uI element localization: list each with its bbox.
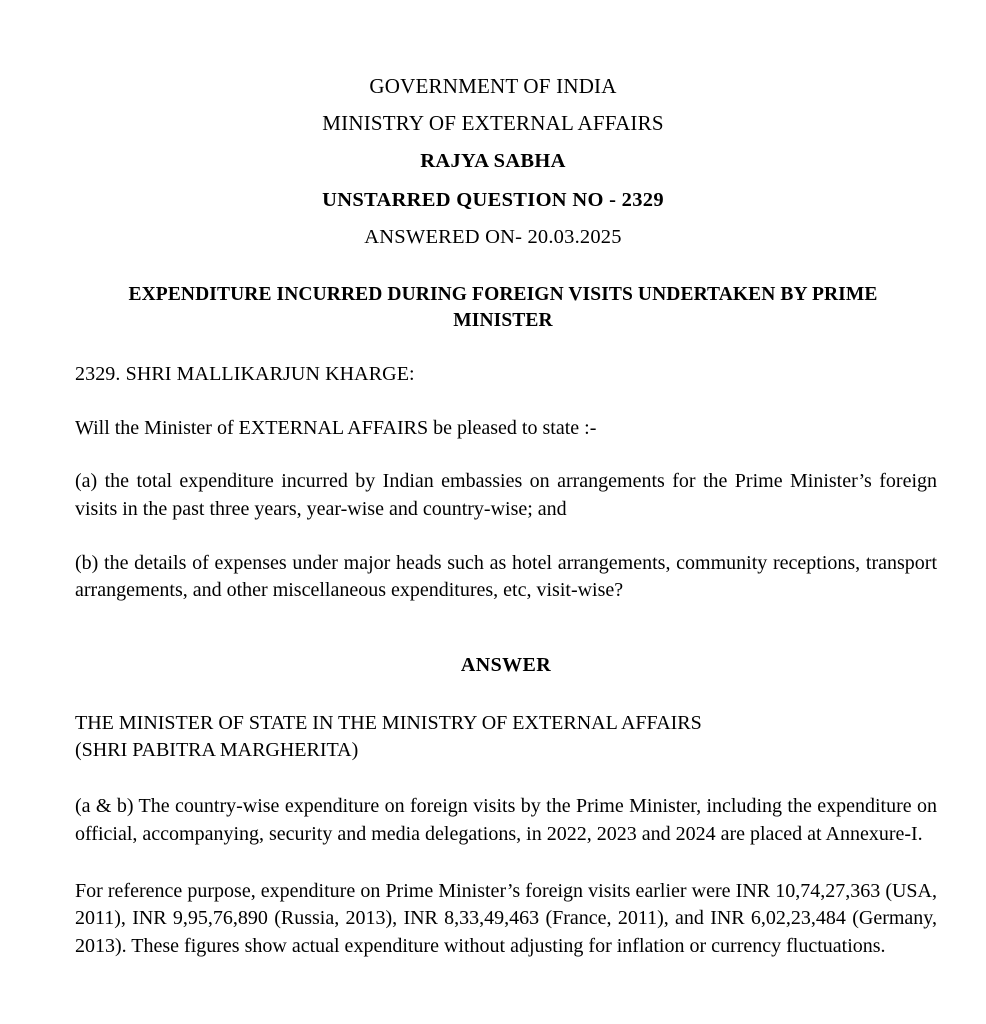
question-clause-b: (b) the details of expenses under major heads such as hotel arrangements, community receptions, transport arrangements, and other miscellaneous expenditures, etc, visit-wise? <box>75 551 937 602</box>
minister-designation: THE MINISTER OF STATE IN THE MINISTRY OF EXTERNAL AFFAIRS <box>75 712 702 735</box>
header-house-line: RAJYA SABHA <box>420 150 566 172</box>
header-ministry-line: MINISTRY OF EXTERNAL AFFAIRS <box>322 111 664 135</box>
document-body <box>75 361 937 960</box>
question-preamble: Will the Minister of EXTERNAL AFFAIRS be pleased to state :- <box>75 416 597 439</box>
answer-paragraph-reference: For reference purpose, expenditure on Prime Minister’s foreign visits earlier were INR 10,74,27,363 (USA, 2011), INR 9,95,76,890 (Russia, 2013), INR 8,33,49,463 (France, 2011), and INR 6,02,23,484 (Germany, 2013). These figures show actual expenditure without adjusting for inflation or currency fluctuations. <box>75 879 937 957</box>
question-asker-line: 2329. SHRI MALLIKARJUN KHARGE: <box>75 363 415 386</box>
header-answered-on-line: ANSWERED ON- 20.03.2025 <box>364 226 622 248</box>
answer-heading: ANSWER <box>460 653 552 676</box>
header-government-line: GOVERNMENT OF INDIA <box>369 74 617 98</box>
document-header <box>0 0 986 248</box>
question-clause-a: (a) the total expenditure incurred by Indian embassies on arrangements for the Prime Minister’s foreign visits in the past three years, year-wise and country-wise; and <box>75 470 937 520</box>
header-question-number-line: UNSTARRED QUESTION NO - 2329 <box>322 188 664 211</box>
subject-title: EXPENDITURE INCURRED DURING FOREIGN VISITS UNDERTAKEN BY PRIME MINISTER <box>128 283 878 331</box>
minister-name: (SHRI PABITRA MARGHERITA) <box>75 738 359 761</box>
minister-block <box>75 710 937 763</box>
answer-paragraph-ab: (a & b) The country-wise expenditure on foreign visits by the Prime Minister, including the expenditure on official, accompanying, security and media delegations, in 2022, 2023 and 2024 are placed at Annexure-I. <box>75 795 937 846</box>
